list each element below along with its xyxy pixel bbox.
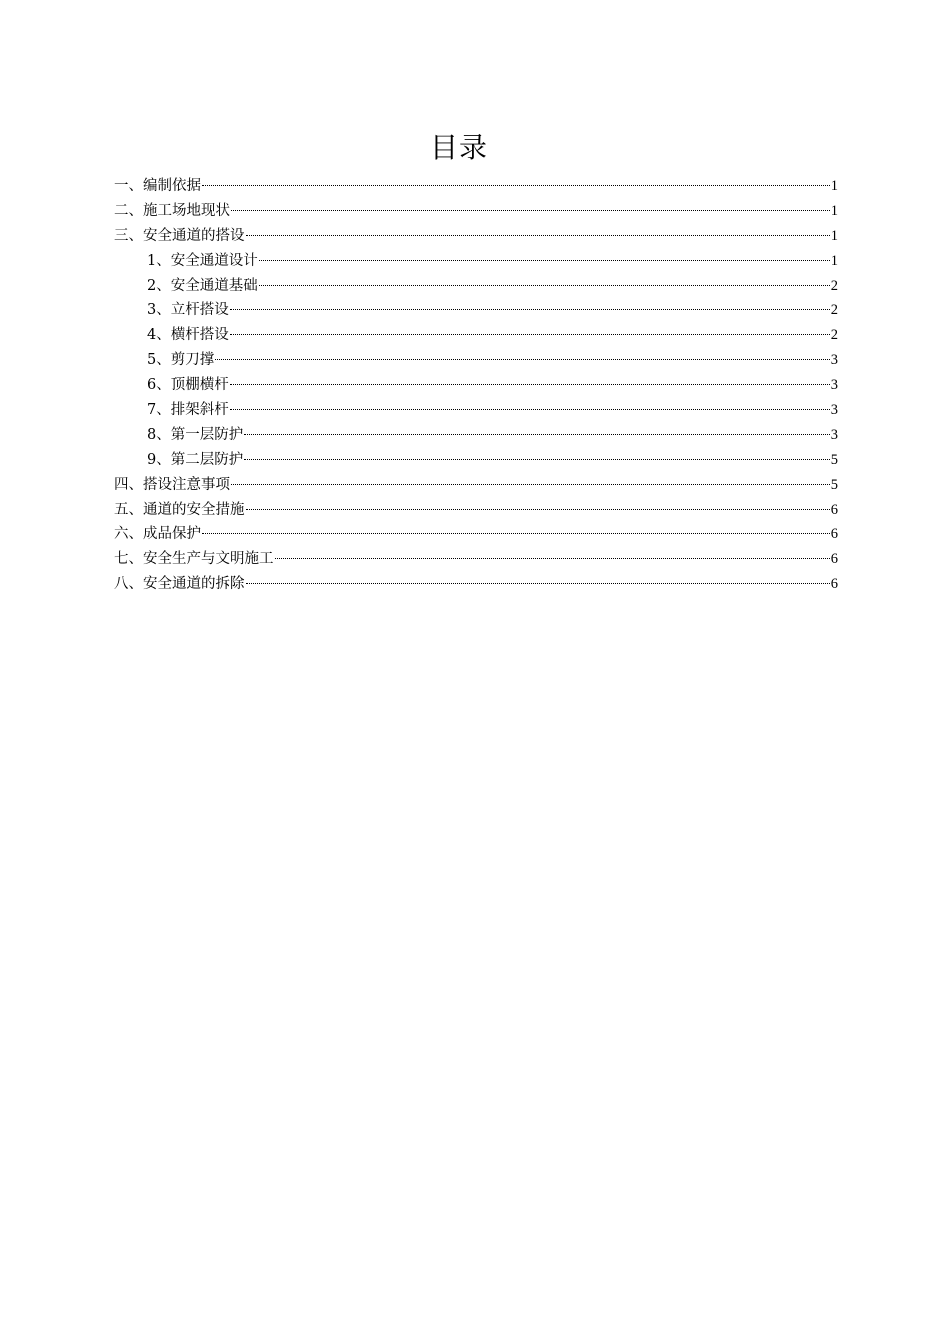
toc-page-number: 3 (830, 377, 838, 394)
toc-entry-label: 1、安全通道设计 (147, 252, 258, 269)
toc-dot-leader (230, 384, 830, 385)
toc-entry[interactable] (114, 174, 838, 199)
toc-entry-label: 9、第二层防护 (147, 451, 244, 468)
toc-page-number: 1 (830, 227, 838, 244)
toc-entry-label: 一、编制依据 (114, 178, 201, 194)
toc-dot-leader (259, 285, 830, 286)
toc-subentry[interactable] (114, 448, 838, 473)
toc-page-number: 5 (830, 476, 838, 493)
toc-dot-leader (231, 484, 830, 485)
toc-entry-label: 3、立杆搭设 (147, 302, 229, 319)
toc-entry-label: 二、施工场地现状 (114, 202, 230, 219)
toc-entry-label: 七、安全生产与文明施工 (114, 551, 274, 568)
toc-dot-leader (244, 459, 830, 460)
toc-page-number: 1 (830, 252, 838, 269)
toc-page-number: 2 (830, 327, 838, 344)
toc-entry[interactable] (114, 572, 838, 597)
toc-subentry[interactable] (114, 298, 838, 323)
toc-entry-label: 4、横杆搭设 (147, 327, 229, 344)
toc-entry[interactable] (114, 224, 838, 249)
toc-subentry[interactable] (114, 423, 838, 448)
toc-dot-leader (230, 334, 830, 335)
toc-page-number: 6 (830, 576, 838, 593)
toc-entry-label: 8、第一层防护 (147, 426, 244, 443)
toc-subentry[interactable] (114, 398, 838, 423)
toc-page-number: 6 (830, 526, 838, 543)
toc-page-number: 5 (830, 451, 838, 468)
toc-entry[interactable] (114, 473, 838, 498)
toc-dot-leader (246, 509, 830, 510)
toc-entry-label: 6、顶棚横杆 (147, 377, 229, 394)
toc-subentry[interactable] (114, 249, 838, 274)
toc-dot-leader (231, 210, 830, 211)
toc-page-number: 1 (830, 178, 838, 194)
toc-entry[interactable] (114, 522, 838, 547)
toc-dot-leader (230, 309, 830, 310)
toc-entry-label: 八、安全通道的拆除 (114, 576, 245, 593)
toc-entry-label: 7、排架斜杆 (147, 402, 229, 419)
toc-page-number: 6 (830, 501, 838, 518)
toc-subentry[interactable] (114, 373, 838, 398)
toc-dot-leader (259, 260, 830, 261)
toc-dot-leader (215, 359, 830, 360)
toc-dot-leader (275, 558, 830, 559)
toc-entry-label: 四、搭设注意事项 (114, 476, 230, 493)
toc-dot-leader (246, 235, 830, 236)
table-of-contents (114, 174, 838, 597)
toc-entry[interactable] (114, 498, 838, 523)
toc-dot-leader (244, 434, 830, 435)
toc-dot-leader (202, 533, 830, 534)
toc-page-number: 3 (830, 352, 838, 369)
toc-entry-label: 六、成品保护 (114, 526, 201, 543)
toc-page-number: 2 (830, 277, 838, 294)
toc-entry-label: 2、安全通道基础 (147, 277, 258, 294)
toc-subentry[interactable] (114, 348, 838, 373)
toc-dot-leader (230, 409, 830, 410)
toc-dot-leader (202, 185, 830, 186)
toc-page-number: 2 (830, 302, 838, 319)
toc-subentry[interactable] (114, 323, 838, 348)
toc-entry-label: 五、通道的安全措施 (114, 501, 245, 518)
toc-dot-leader (246, 583, 830, 584)
toc-entry-label: 5、剪刀撑 (147, 352, 215, 369)
toc-entry[interactable] (114, 547, 838, 572)
toc-subentry[interactable] (114, 274, 838, 299)
toc-page-number: 6 (830, 551, 838, 568)
toc-page-number: 1 (830, 202, 838, 219)
toc-entry[interactable] (114, 199, 838, 224)
toc-entry-label: 三、安全通道的搭设 (114, 227, 245, 244)
page-title: 目录 (429, 131, 488, 164)
toc-page-number: 3 (830, 426, 838, 443)
toc-page-number: 3 (830, 402, 838, 419)
